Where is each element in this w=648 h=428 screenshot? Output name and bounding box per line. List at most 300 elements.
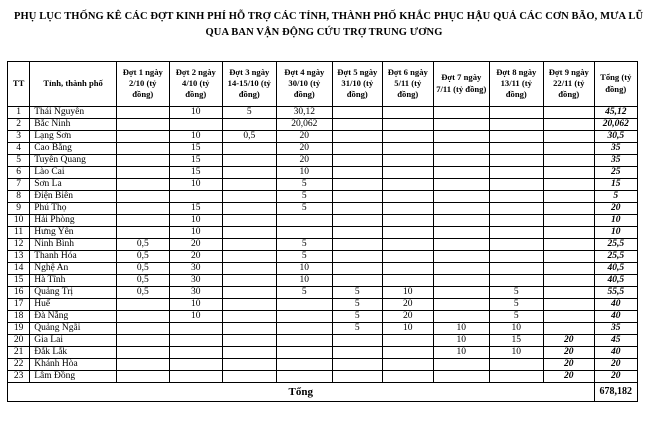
header-round-5: Đợt 5 ngày 31/10 (tỷ đồng) (333, 61, 382, 106)
total-cell: 20,062 (594, 118, 638, 130)
province-cell: Khánh Hòa (30, 358, 117, 370)
tt-cell: 13 (8, 250, 30, 262)
round-1-cell (117, 226, 170, 238)
round-6-cell: 10 (382, 286, 433, 298)
province-cell: Nghệ An (30, 262, 117, 274)
round-6-cell (382, 346, 433, 358)
round-8-cell: 10 (489, 346, 544, 358)
round-8-cell (489, 262, 544, 274)
round-9-cell (544, 298, 594, 310)
round-2-cell: 10 (169, 130, 223, 142)
total-cell: 20 (594, 370, 638, 382)
round-1-cell (117, 130, 170, 142)
table-row (8, 142, 638, 154)
total-cell: 35 (594, 142, 638, 154)
table-row (8, 190, 638, 202)
round-5-cell (333, 238, 382, 250)
round-2-cell: 10 (169, 214, 223, 226)
table-row (8, 214, 638, 226)
round-2-cell: 10 (169, 226, 223, 238)
round-4-cell (276, 310, 333, 322)
round-8-cell: 5 (489, 286, 544, 298)
round-4-cell: 20 (276, 154, 333, 166)
round-7-cell (434, 286, 490, 298)
round-8-cell: 5 (489, 310, 544, 322)
province-cell: Lạng Sơn (30, 130, 117, 142)
total-cell: 25,5 (594, 250, 638, 262)
round-9-cell (544, 238, 594, 250)
round-6-cell (382, 274, 433, 286)
round-4-cell: 20,062 (276, 118, 333, 130)
round-4-cell (276, 298, 333, 310)
round-4-cell: 30,12 (276, 106, 333, 118)
round-3-cell (223, 154, 277, 166)
round-2-cell: 15 (169, 166, 223, 178)
table-row (8, 130, 638, 142)
table-row (8, 166, 638, 178)
province-cell: Hà Tĩnh (30, 274, 117, 286)
table-row (8, 298, 638, 310)
tt-cell: 15 (8, 274, 30, 286)
header-round-7: Đợt 7 ngày 7/11 (tỷ đồng) (434, 61, 490, 106)
total-cell: 20 (594, 202, 638, 214)
round-3-cell (223, 178, 277, 190)
round-9-cell (544, 154, 594, 166)
table-row (8, 106, 638, 118)
round-7-cell (434, 118, 490, 130)
tt-cell: 4 (8, 142, 30, 154)
round-8-cell (489, 190, 544, 202)
round-2-cell: 20 (169, 238, 223, 250)
round-6-cell (382, 358, 433, 370)
province-cell: Sơn La (30, 178, 117, 190)
round-7-cell (434, 238, 490, 250)
round-7-cell (434, 262, 490, 274)
round-2-cell: 30 (169, 274, 223, 286)
round-6-cell (382, 190, 433, 202)
round-8-cell (489, 358, 544, 370)
tt-cell: 3 (8, 130, 30, 142)
round-7-cell (434, 178, 490, 190)
round-3-cell (223, 334, 277, 346)
province-cell: Đà Nẵng (30, 310, 117, 322)
round-6-cell (382, 334, 433, 346)
total-cell: 55,5 (594, 286, 638, 298)
tt-cell: 11 (8, 226, 30, 238)
round-5-cell (333, 250, 382, 262)
round-2-cell: 15 (169, 142, 223, 154)
round-1-cell (117, 154, 170, 166)
round-6-cell (382, 202, 433, 214)
province-cell: Hưng Yên (30, 226, 117, 238)
round-3-cell (223, 322, 277, 334)
round-1-cell (117, 370, 170, 382)
round-5-cell (333, 334, 382, 346)
round-6-cell (382, 142, 433, 154)
round-3-cell (223, 298, 277, 310)
round-9-cell: 20 (544, 334, 594, 346)
round-3-cell (223, 118, 277, 130)
table-row (8, 226, 638, 238)
round-6-cell: 20 (382, 310, 433, 322)
header-total: Tổng (tỷ đồng) (594, 61, 638, 106)
round-5-cell (333, 202, 382, 214)
total-cell: 35 (594, 154, 638, 166)
round-3-cell (223, 238, 277, 250)
round-9-cell (544, 274, 594, 286)
round-4-cell: 10 (276, 262, 333, 274)
province-cell: Phú Thọ (30, 202, 117, 214)
round-3-cell (223, 262, 277, 274)
tt-cell: 2 (8, 118, 30, 130)
round-1-cell: 0,5 (117, 250, 170, 262)
round-1-cell (117, 322, 170, 334)
round-8-cell (489, 370, 544, 382)
round-6-cell (382, 238, 433, 250)
round-8-cell (489, 226, 544, 238)
round-4-cell: 5 (276, 190, 333, 202)
total-cell: 40 (594, 298, 638, 310)
round-9-cell: 20 (544, 370, 594, 382)
round-9-cell (544, 106, 594, 118)
total-cell: 35 (594, 322, 638, 334)
round-5-cell: 5 (333, 310, 382, 322)
round-1-cell: 0,5 (117, 262, 170, 274)
round-1-cell (117, 202, 170, 214)
table-row (8, 346, 638, 358)
tt-cell: 10 (8, 214, 30, 226)
header-round-4: Đợt 4 ngày 30/10 (tỷ đồng) (276, 61, 333, 106)
header-round-6: Đợt 6 ngày 5/11 (tỷ đồng) (382, 61, 433, 106)
table-row (8, 322, 638, 334)
round-5-cell (333, 226, 382, 238)
round-9-cell (544, 322, 594, 334)
round-4-cell: 10 (276, 274, 333, 286)
round-7-cell: 10 (434, 334, 490, 346)
round-2-cell: 30 (169, 262, 223, 274)
round-8-cell: 5 (489, 298, 544, 310)
total-cell: 40 (594, 310, 638, 322)
header-tt: TT (8, 61, 30, 106)
round-5-cell (333, 142, 382, 154)
round-2-cell: 10 (169, 178, 223, 190)
round-5-cell (333, 370, 382, 382)
round-7-cell: 10 (434, 322, 490, 334)
round-1-cell: 0,5 (117, 238, 170, 250)
round-6-cell (382, 106, 433, 118)
round-4-cell: 5 (276, 250, 333, 262)
round-3-cell (223, 274, 277, 286)
round-7-cell (434, 226, 490, 238)
province-cell: Gia Lai (30, 334, 117, 346)
table-row (8, 178, 638, 190)
round-8-cell: 10 (489, 322, 544, 334)
header-round-3: Đợt 3 ngày 14-15/10 (tỷ đồng) (223, 61, 277, 106)
total-cell: 25,5 (594, 238, 638, 250)
round-3-cell (223, 166, 277, 178)
round-9-cell (544, 178, 594, 190)
round-8-cell (489, 202, 544, 214)
province-cell: Quảng Ngãi (30, 322, 117, 334)
tt-cell: 22 (8, 358, 30, 370)
tt-cell: 1 (8, 106, 30, 118)
round-9-cell (544, 262, 594, 274)
round-7-cell (434, 154, 490, 166)
round-1-cell (117, 190, 170, 202)
round-3-cell (223, 346, 277, 358)
round-9-cell (544, 310, 594, 322)
round-2-cell: 15 (169, 154, 223, 166)
title-line-1: PHỤ LỤC THỐNG KÊ CÁC ĐỢT KINH PHÍ HỖ TRỢ CÁC TỈNH, THÀNH PHỐ KHẮC PHỤC HẬU QUẢ CÁC CƠN BÃO, MƯA LŨ (14, 11, 644, 22)
table-row (8, 370, 638, 382)
total-cell: 10 (594, 214, 638, 226)
round-5-cell (333, 178, 382, 190)
header-round-1: Đợt 1 ngày 2/10 (tỷ đồng) (117, 61, 170, 106)
table-row (8, 238, 638, 250)
round-8-cell (489, 238, 544, 250)
round-2-cell (169, 358, 223, 370)
tt-cell: 9 (8, 202, 30, 214)
round-8-cell (489, 154, 544, 166)
round-2-cell (169, 322, 223, 334)
total-cell: 5 (594, 190, 638, 202)
round-7-cell (434, 166, 490, 178)
province-cell: Bắc Ninh (30, 118, 117, 130)
round-8-cell: 15 (489, 334, 544, 346)
round-8-cell (489, 178, 544, 190)
round-5-cell (333, 274, 382, 286)
round-8-cell (489, 142, 544, 154)
round-2-cell: 10 (169, 298, 223, 310)
round-6-cell (382, 118, 433, 130)
round-7-cell (434, 214, 490, 226)
round-4-cell (276, 358, 333, 370)
document-title (14, 9, 644, 41)
round-4-cell: 5 (276, 238, 333, 250)
table-row (8, 154, 638, 166)
round-9-cell (544, 250, 594, 262)
total-cell: 40 (594, 346, 638, 358)
header-round-9: Đợt 9 ngày 22/11 (tỷ đồng) (544, 61, 594, 106)
round-4-cell (276, 214, 333, 226)
round-4-cell: 20 (276, 130, 333, 142)
round-7-cell (434, 202, 490, 214)
round-2-cell: 15 (169, 202, 223, 214)
header-province: Tỉnh, thành phố (30, 61, 117, 106)
round-5-cell (333, 166, 382, 178)
round-4-cell: 5 (276, 202, 333, 214)
round-1-cell (117, 178, 170, 190)
total-cell: 10 (594, 226, 638, 238)
round-5-cell (333, 130, 382, 142)
round-6-cell: 10 (382, 322, 433, 334)
round-3-cell (223, 310, 277, 322)
tt-cell: 17 (8, 298, 30, 310)
province-cell: Thái Nguyên (30, 106, 117, 118)
round-4-cell: 5 (276, 178, 333, 190)
round-2-cell: 20 (169, 250, 223, 262)
tt-cell: 8 (8, 190, 30, 202)
round-1-cell (117, 298, 170, 310)
province-cell: Huế (30, 298, 117, 310)
round-7-cell (434, 130, 490, 142)
round-7-cell (434, 250, 490, 262)
tt-cell: 7 (8, 178, 30, 190)
round-6-cell (382, 370, 433, 382)
round-5-cell (333, 262, 382, 274)
round-9-cell (544, 214, 594, 226)
round-5-cell: 5 (333, 322, 382, 334)
province-cell: Lâm Đồng (30, 370, 117, 382)
round-2-cell: 10 (169, 310, 223, 322)
province-cell: Tuyên Quang (30, 154, 117, 166)
round-9-cell (544, 166, 594, 178)
round-1-cell: 0,5 (117, 274, 170, 286)
round-3-cell (223, 250, 277, 262)
grand-total-label: Tổng (8, 382, 595, 401)
table-row (8, 118, 638, 130)
province-cell: Điện Biên (30, 190, 117, 202)
round-6-cell (382, 178, 433, 190)
round-8-cell (489, 118, 544, 130)
round-8-cell (489, 106, 544, 118)
round-3-cell (223, 358, 277, 370)
round-9-cell (544, 130, 594, 142)
round-3-cell: 0,5 (223, 130, 277, 142)
round-7-cell (434, 370, 490, 382)
province-cell: Thanh Hóa (30, 250, 117, 262)
round-5-cell (333, 118, 382, 130)
table-row (8, 334, 638, 346)
round-4-cell (276, 322, 333, 334)
round-5-cell (333, 358, 382, 370)
round-6-cell (382, 166, 433, 178)
round-1-cell: 0,5 (117, 286, 170, 298)
table-header (8, 61, 638, 106)
tt-cell: 12 (8, 238, 30, 250)
round-4-cell (276, 370, 333, 382)
round-9-cell (544, 226, 594, 238)
total-cell: 15 (594, 178, 638, 190)
total-cell: 40,5 (594, 274, 638, 286)
round-7-cell (434, 142, 490, 154)
tt-cell: 19 (8, 322, 30, 334)
round-4-cell (276, 334, 333, 346)
round-2-cell (169, 346, 223, 358)
round-6-cell (382, 214, 433, 226)
round-5-cell (333, 214, 382, 226)
table-row (8, 262, 638, 274)
round-5-cell (333, 346, 382, 358)
tt-cell: 6 (8, 166, 30, 178)
round-4-cell (276, 226, 333, 238)
round-8-cell (489, 130, 544, 142)
tt-cell: 18 (8, 310, 30, 322)
header-row (8, 61, 638, 106)
round-2-cell (169, 190, 223, 202)
total-cell: 20 (594, 358, 638, 370)
round-1-cell (117, 310, 170, 322)
round-1-cell (117, 358, 170, 370)
tt-cell: 20 (8, 334, 30, 346)
round-9-cell (544, 142, 594, 154)
table-row (8, 250, 638, 262)
table-body (8, 106, 638, 382)
round-3-cell: 5 (223, 106, 277, 118)
total-cell: 25 (594, 166, 638, 178)
total-cell: 30,5 (594, 130, 638, 142)
round-1-cell (117, 334, 170, 346)
province-cell: Hải Phòng (30, 214, 117, 226)
round-8-cell (489, 214, 544, 226)
round-6-cell (382, 226, 433, 238)
round-7-cell (434, 106, 490, 118)
round-9-cell (544, 202, 594, 214)
table-row (8, 358, 638, 370)
round-9-cell (544, 190, 594, 202)
round-9-cell (544, 286, 594, 298)
grand-total-row (8, 382, 638, 401)
round-4-cell: 10 (276, 166, 333, 178)
round-1-cell (117, 106, 170, 118)
round-2-cell: 30 (169, 286, 223, 298)
round-1-cell (117, 142, 170, 154)
round-7-cell: 10 (434, 346, 490, 358)
title-line-2: QUA BAN VẬN ĐỘNG CỨU TRỢ TRUNG ƯƠNG (205, 26, 443, 38)
round-2-cell: 10 (169, 106, 223, 118)
round-9-cell: 20 (544, 358, 594, 370)
funding-table (7, 61, 638, 402)
round-6-cell (382, 130, 433, 142)
round-8-cell (489, 274, 544, 286)
province-cell: Quảng Trị (30, 286, 117, 298)
round-8-cell (489, 166, 544, 178)
round-7-cell (434, 358, 490, 370)
round-9-cell (544, 118, 594, 130)
header-round-8: Đợt 8 ngày 13/11 (tỷ đồng) (489, 61, 544, 106)
tt-cell: 14 (8, 262, 30, 274)
round-5-cell (333, 190, 382, 202)
round-7-cell (434, 274, 490, 286)
round-8-cell (489, 250, 544, 262)
total-cell: 40,5 (594, 262, 638, 274)
round-6-cell (382, 154, 433, 166)
round-5-cell (333, 154, 382, 166)
round-3-cell (223, 226, 277, 238)
table-row (8, 310, 638, 322)
round-3-cell (223, 202, 277, 214)
round-6-cell: 20 (382, 298, 433, 310)
province-cell: Lào Cai (30, 166, 117, 178)
total-cell: 45 (594, 334, 638, 346)
round-2-cell (169, 334, 223, 346)
round-2-cell (169, 370, 223, 382)
round-6-cell (382, 250, 433, 262)
round-2-cell (169, 118, 223, 130)
tt-cell: 16 (8, 286, 30, 298)
table-row (8, 274, 638, 286)
table-row (8, 202, 638, 214)
round-5-cell: 5 (333, 286, 382, 298)
round-7-cell (434, 298, 490, 310)
round-1-cell (117, 214, 170, 226)
grand-total-value: 678,182 (594, 382, 638, 401)
round-1-cell (117, 346, 170, 358)
round-5-cell (333, 106, 382, 118)
round-1-cell (117, 118, 170, 130)
round-1-cell (117, 166, 170, 178)
province-cell: Đắk Lắk (30, 346, 117, 358)
